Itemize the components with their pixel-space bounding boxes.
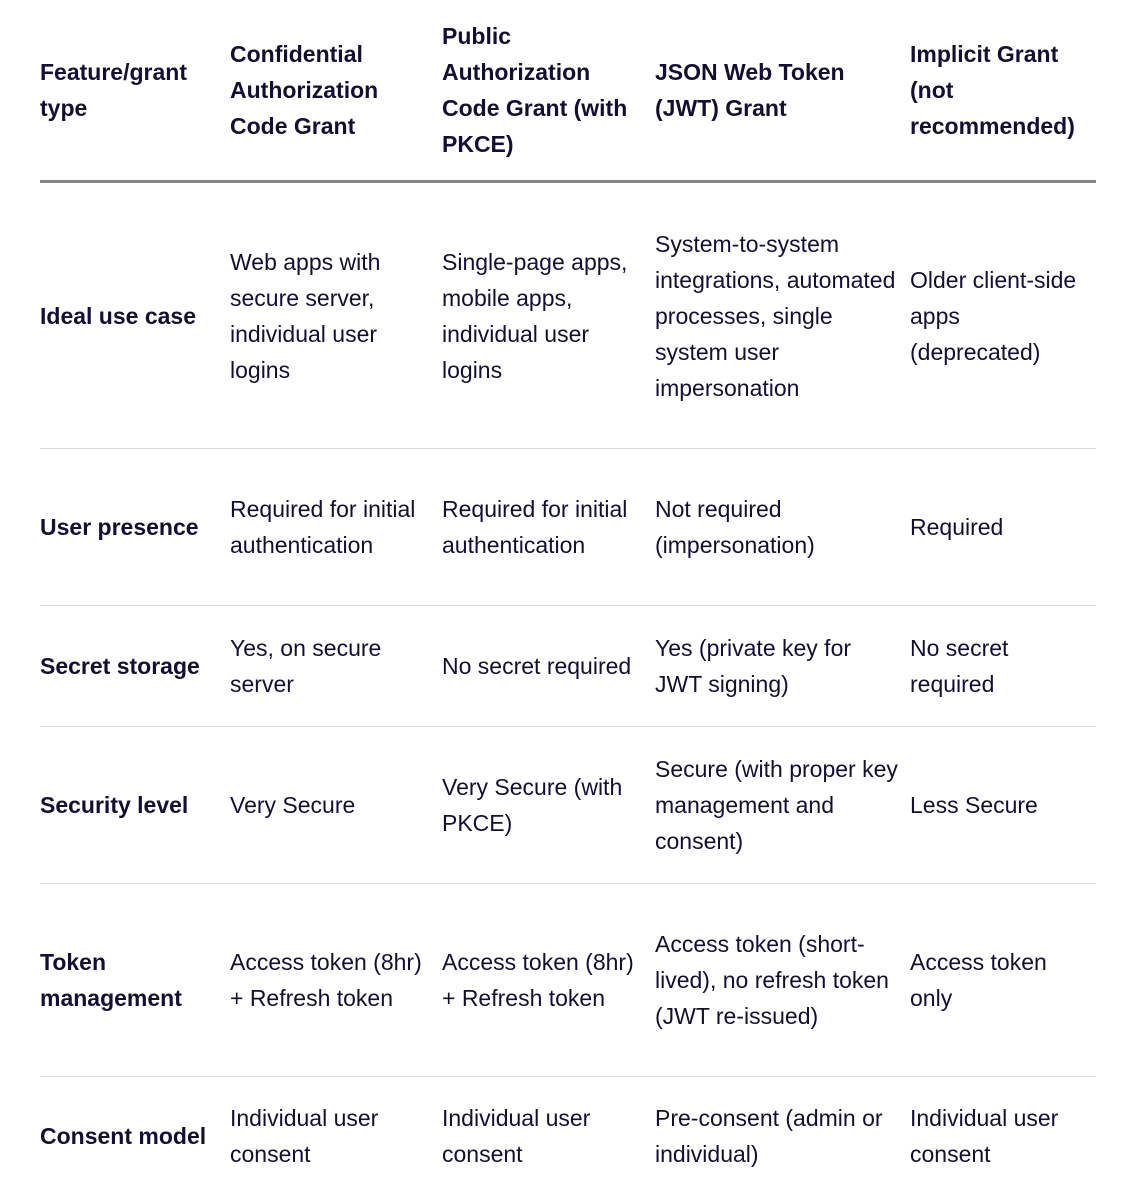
row-label-token-management: Token management	[40, 884, 230, 1077]
table-cell: Access token (8hr) + Refresh token	[230, 884, 442, 1077]
table-row	[40, 182, 1096, 449]
table-cell: Individual user consent	[442, 1077, 655, 1195]
table-body	[40, 182, 1096, 1195]
table-row	[40, 606, 1096, 727]
table-cell: System-to-system integrations, automated processes, single system user impersonation	[655, 182, 910, 449]
table-row	[40, 1077, 1096, 1195]
table-row	[40, 727, 1096, 884]
table-cell: Required for initial authentication	[442, 449, 655, 606]
table-cell: Pre-consent (admin or individual)	[655, 1077, 910, 1195]
table-cell: Access token (short-lived), no refresh token (JWT re-issued)	[655, 884, 910, 1077]
table-cell: Individual user consent	[230, 1077, 442, 1195]
header-jwt-grant: JSON Web Token (JWT) Grant	[655, 0, 910, 182]
grant-type-comparison-table	[40, 0, 1096, 1195]
comparison-table-container	[40, 0, 1096, 1195]
table-cell: Single-page apps, mobile apps, individual user logins	[442, 182, 655, 449]
row-label-ideal-use-case: Ideal use case	[40, 182, 230, 449]
table-cell: Very Secure (with PKCE)	[442, 727, 655, 884]
table-cell: Secure (with proper key management and consent)	[655, 727, 910, 884]
table-cell: Less Secure	[910, 727, 1096, 884]
table-cell: Yes (private key for JWT signing)	[655, 606, 910, 727]
row-label-security-level: Security level	[40, 727, 230, 884]
header-implicit-grant: Implicit Grant (not recommended)	[910, 0, 1096, 182]
header-row	[40, 0, 1096, 182]
row-label-secret-storage: Secret storage	[40, 606, 230, 727]
row-label-consent-model: Consent model	[40, 1077, 230, 1195]
header-confidential-auth-code: Confidential Authorization Code Grant	[230, 0, 442, 182]
table-cell: Required for initial authentication	[230, 449, 442, 606]
table-cell: Web apps with secure server, individual user logins	[230, 182, 442, 449]
header-public-auth-code-pkce: Public Authorization Code Grant (with PKCE)	[442, 0, 655, 182]
row-label-user-presence: User presence	[40, 449, 230, 606]
table-cell: Yes, on secure server	[230, 606, 442, 727]
table-cell: Individual user consent	[910, 1077, 1096, 1195]
table-cell: Required	[910, 449, 1096, 606]
table-cell: Not required (impersonation)	[655, 449, 910, 606]
table-row	[40, 449, 1096, 606]
table-cell: Access token (8hr) + Refresh token	[442, 884, 655, 1077]
table-cell: No secret required	[442, 606, 655, 727]
table-cell: Access token only	[910, 884, 1096, 1077]
table-cell: No secret required	[910, 606, 1096, 727]
table-cell: Older client-side apps (deprecated)	[910, 182, 1096, 449]
header-feature: Feature/grant type	[40, 0, 230, 182]
table-row	[40, 884, 1096, 1077]
table-header	[40, 0, 1096, 182]
table-cell: Very Secure	[230, 727, 442, 884]
